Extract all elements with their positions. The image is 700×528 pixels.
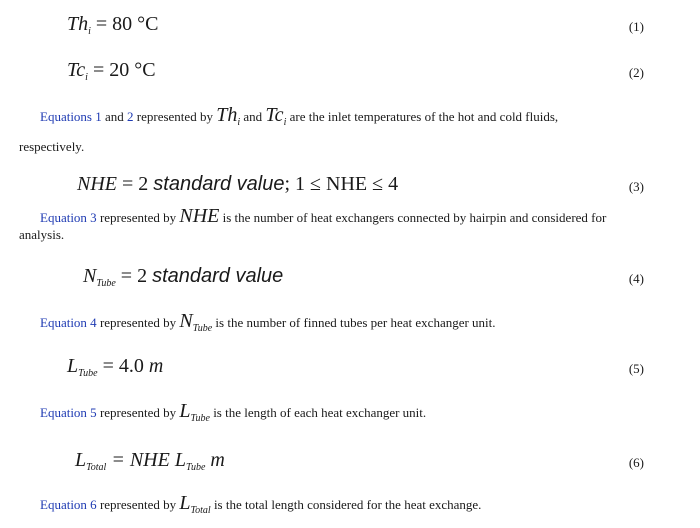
equation-1 (0, 10, 700, 38)
equation-2-link[interactable]: 2 (127, 109, 134, 124)
paragraph-equations-1-2: Equations 1 and 2 represented by $Th_i$ and $Tc_i$ are the inlet temperatures of the hot and cold fluids, respectively. (19, 104, 559, 154)
equation-5-expression: $L_{Tube} = 4.0$ m (67, 355, 164, 379)
equation-3-expression: NHE = 2 standard value; 1 ≤ NHE ≤ 4 (77, 173, 399, 195)
equation-1-link[interactable]: Equations 1 (40, 109, 102, 124)
equation-1-number: (1) (628, 19, 644, 34)
equation-4 (0, 262, 700, 292)
equation-4-link[interactable]: Equation 4 (40, 315, 97, 330)
equation-3 (0, 170, 700, 198)
equation-6-number: (6) (628, 455, 644, 470)
paragraph-equation-6: Equation 6 represented by $L_{Total}$ is the total length considered for the heat exchange. (40, 492, 482, 516)
equation-2 (0, 56, 700, 84)
equation-4-number: (4) (628, 271, 644, 286)
equation-3-number: (3) (628, 179, 644, 194)
equation-5-number: (5) (628, 361, 644, 376)
equation-5-link[interactable]: Equation 5 (40, 405, 97, 420)
equation-6-expression: $L_{Total}$ = NHE $L_{Tube}$ m (75, 449, 225, 473)
equation-2-number: (2) (628, 65, 644, 80)
equation-6 (0, 446, 700, 474)
paragraph-equation-5: Equation 5 represented by $L_{Tube}$ is the length of each heat exchanger unit. (40, 400, 427, 424)
equation-3-link[interactable]: Equation 3 (40, 210, 97, 225)
equation-1-expression: $Th_i = 80$ °C (67, 13, 159, 37)
paragraph-equation-4: Equation 4 represented by $N_{Tube}$ is the number of finned tubes per heat exchanger unit. (40, 310, 496, 334)
equation-4-expression: $N_{Tube} = 2$ standard value (83, 265, 284, 289)
equation-6-link[interactable]: Equation 6 (40, 497, 97, 512)
equation-5 (0, 352, 700, 380)
paragraph-equation-3: Equation 3 represented by NHE is the number of heat exchangers connected by hairpin and considered for analysis. (19, 205, 607, 242)
equation-2-expression: $Tc_i = 20$ °C (67, 59, 156, 83)
